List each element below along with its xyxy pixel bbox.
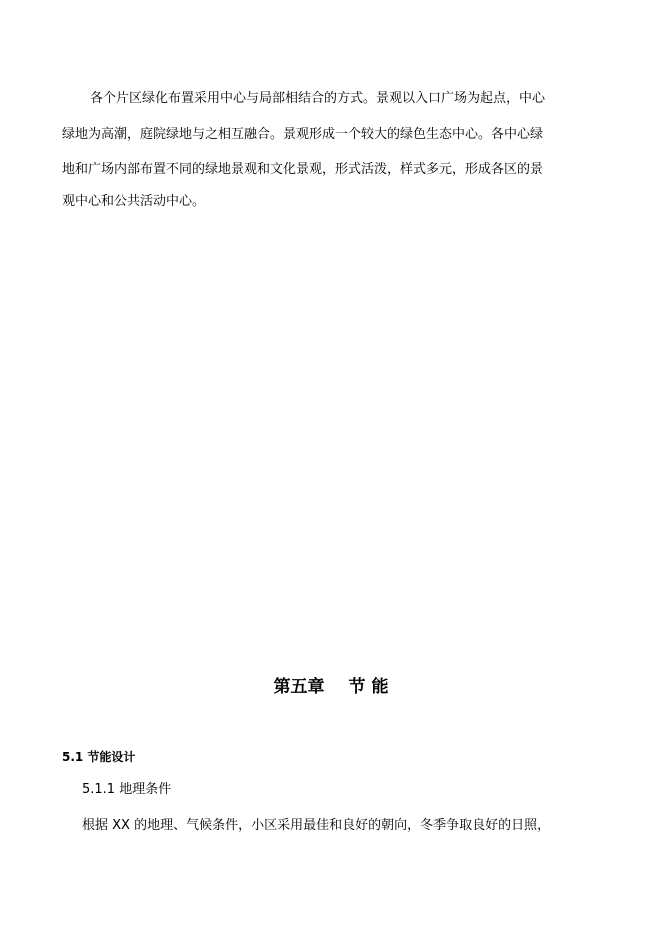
paragraph-line-1: 各个片区绿化布置采用中心与局部相结合的方式。景观以入口广场为起点，中心 (90, 91, 546, 106)
paragraph-line-2: 绿地为高潮，庭院绿地与之相互融合。景观形成一个较大的绿色生态中心。各中心绿 (62, 127, 544, 142)
chapter-label: 第五章 (273, 677, 325, 697)
section-heading: 5.1 节能设计 (62, 750, 136, 764)
chapter-title: 节 能 (348, 677, 389, 697)
paragraph-line-3: 地和广场内部布置不同的绿地景观和文化景观，形式活泼，样式多元，形成各区的景 (62, 162, 544, 177)
chapter-heading (0, 676, 662, 698)
paragraph-line-4: 观中心和公共活动中心。 (62, 194, 206, 209)
subsection-heading: 5.1.1 地理条件 (82, 782, 172, 797)
body-line-1: 根据 XX 的地理、气候条件，小区采用最佳和良好的朝向，冬季争取良好的日照， (82, 818, 551, 833)
